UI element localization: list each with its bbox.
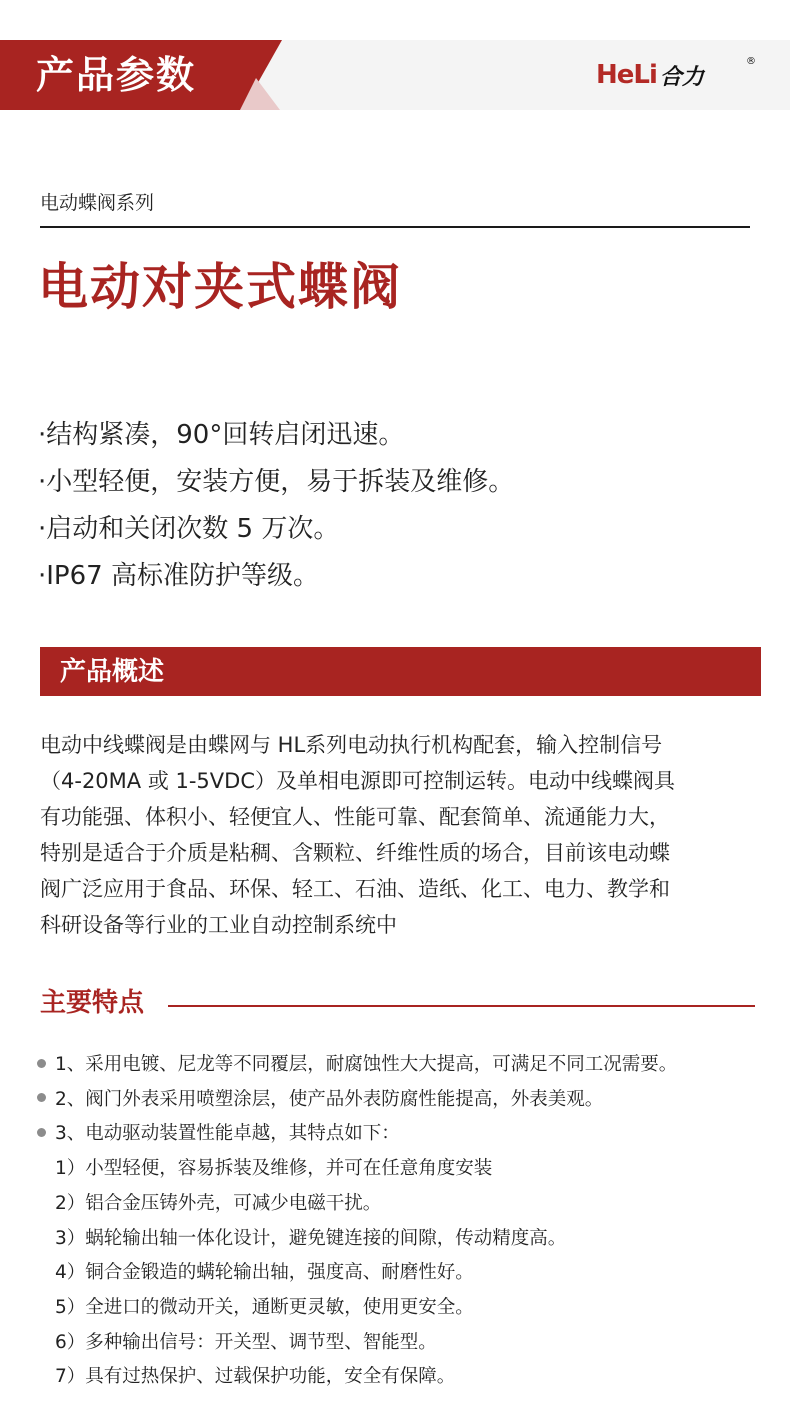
bullet-dot-icon: [37, 1093, 46, 1102]
product-title: 电动对夹式蝶阀: [38, 258, 402, 316]
brand-logo: [596, 56, 756, 92]
overview-title: 产品概述: [60, 657, 165, 687]
feature-item: [37, 1083, 677, 1118]
overview-line: 科研设备等行业的工业自动控制系统中: [40, 913, 397, 937]
features-title: 主要特点: [40, 988, 145, 1018]
registered-mark-icon: ®: [746, 56, 756, 67]
feature-subitem: 6）多种输出信号：开关型、调节型、智能型。: [55, 1331, 437, 1353]
overview-line: （4-20MA 或 1-5VDC）及单相电源即可控制运转。电动中线蝶阀具: [40, 769, 675, 793]
feature-subitem: 5）全进口的微动开关，通断更灵敏，使用更安全。: [55, 1296, 474, 1318]
feature-text: 3、电动驱动装置性能卓越，其特点如下：: [55, 1123, 400, 1145]
overview-line: 电动中线蝶阀是由蝶网与 HL系列电动执行机构配套，输入控制信号: [40, 733, 663, 757]
feature-subitem: 2）铝合金压铸外壳，可减少电磁干扰。: [55, 1192, 382, 1214]
feature-subitem: 4）铜合金锻造的螨轮输出轴，强度高、耐磨性好。: [55, 1262, 474, 1284]
product-series: 电动蝶阀系列: [40, 192, 155, 214]
features-divider: [168, 1005, 755, 1007]
overview-line: 阀广泛应用于食品、环保、轻工、石油、造纸、化工、电力、教学和: [40, 877, 670, 901]
bullet-dot-icon: [37, 1059, 46, 1068]
highlight-item: ·IP67 高标准防护等级。: [38, 561, 319, 591]
feature-text: 1、采用电镀、尼龙等不同覆层，耐腐蚀性大大提高，可满足不同工况需要。: [55, 1054, 678, 1075]
feature-subitem: 1）小型轻便，容易拆装及维修，并可在任意角度安装: [55, 1158, 493, 1180]
highlight-item: ·启动和关闭次数 5 万次。: [38, 514, 340, 544]
feature-item: [37, 1117, 677, 1152]
highlight-item: ·结构紧凑，90°回转启闭迅速。: [38, 420, 405, 450]
feature-subitem: 7）具有过热保护、过载保护功能，安全有保障。: [55, 1366, 456, 1388]
page-title: 产品参数: [36, 53, 197, 97]
logo-text-cn: 合力: [659, 63, 704, 90]
overview-text: [40, 727, 756, 943]
overview-line: 特别是适合于介质是粘稠、含颗粒、纤维性质的场合，目前该电动蝶: [40, 841, 670, 865]
overview-line: 有功能强、体积小、轻便宜人、性能可靠、配套简单、流通能力大，: [40, 805, 670, 829]
bullet-dot-icon: [37, 1128, 46, 1137]
feature-subitem: 3）蜗轮输出轴一体化设计，避免键连接的间隙，传动精度高。: [55, 1227, 567, 1249]
highlight-item: ·小型轻便，安装方便，易于拆装及维修。: [38, 467, 515, 497]
logo-text-en: HeLi: [596, 60, 657, 90]
highlight-list: [38, 412, 514, 600]
feature-item: [37, 1048, 677, 1083]
feature-list: [37, 1048, 677, 1395]
divider: [40, 226, 750, 228]
feature-text: 2、阀门外表采用喷塑涂层，使产品外表防腐性能提高，外表美观。: [55, 1088, 604, 1110]
